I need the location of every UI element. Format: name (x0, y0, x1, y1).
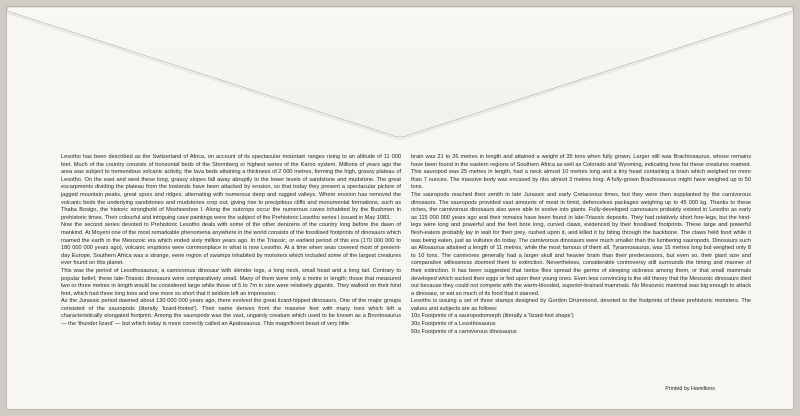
paragraph: This was the period of Lesothosaurus, a carnivorous dinosaur with slender legs, a long neck, small head and a long tail. Contrary to popular belief, these late-Triassic dinosaurs were comparatively small. Many of them were only a metre in length; those that measured two or three metres in length would be considered large while those of 5 to 7m in size were relatively gigantic. They walked on their hind feet, which had three long toes and one more so short that it seldom left an impression. (61, 267, 401, 297)
stamp-value-item: 50s Footprints of a carnivorous dinosaurus (411, 328, 517, 335)
body-text (61, 154, 751, 336)
paragraph: As the Jurassic period dawned about 130 000 000 years ago, there evolved the great lizard-hipped dinosaurs. One of the major groups consisted of the sauropods (literally 'lizard-footed'). Their name derives from the massive feet with many toes which left a characteristically elongated footprint. Among the sauropods was the vast, ungainly creature which used to be known as a Brontosaurus — the 'thunder lizard' — but which today is more correctly called an Apatosaurus. This magnificent beast of very little (61, 298, 401, 328)
envelope-back (6, 6, 794, 410)
paragraph: Lesotho is issuing a set of three stamps designed by Gordon Drummond, devoted to the footprints of these prehistoric monsters. The values and subjects are as follows: (411, 298, 751, 312)
envelope-flap (7, 7, 793, 147)
paragraph: Now the second series devoted to Prehistoric Lesotho deals with some of the other denizens of the country long before the dawn of mankind. At Moyeni one of the most remarkable phenomena anywhere in the world consists of the fossilised footprints of dinosaurs which roamed the earth in the Mesozoic era which ended sixty million years ago. In the Triassic, or earliest period of this era (170 000 000 to 180 000 000 years ago), volcanic eruptions were commonplace in what is now Lesotho. At a time when seas covered most of present-day Europe, Southern Africa was a strange, eerie region of swamps inhabited by monsters which included some of the largest creatures ever found on this planet. (61, 222, 401, 267)
left-column (61, 154, 401, 336)
paragraph: Lesotho has been described as the Switzerland of Africa, on account of its spectacular mountain ranges rising to an altitude of 11 000 feet. Much of the country consists of horizontal beds of the Stormberg or highest series of the Karoo system. Millions of years ago the area was subject to tremendous volcanic activity, the lava beds attaining a thickness of 2 000 metres, forming the high, grassy plateau of Lesotho. On the east and west these long, grassy slopes fall away abruptly to the lower levels of sandstone and mudstone. The great escarpments dividing the plateau from the lowlands have been attacked by erosion, so that today they present a spectacular picture of jagged mountain peaks, great spurs and ridges, alternating with numerous deep and rugged valleys. Where erosion has removed the volcanic beds the underlying sandstones and mudstones crop out, giving rise to precipitous cliffs and monumental formations, such as Thaba Bosigo, the historic stronghold of Moshoeshoe I. Along the outcrops occur the numerous caves inhabited by the Bushmen in prehistoric times. Their colourful and intriguing cave paintings were the subject of the Prehistoric Lesotho series I issued in May 1983. (61, 154, 401, 221)
paragraph: The sauropods reached their zenith in late Jurassic and early Cretaceous times, but they were then supplanted by the carnivorous dinosaurs. The sauropods provided vast amounts of meat in timid, defenceless packages weighing up to 45 000 kg. Thanks to these riches, the carnivorous dinosaurs also were able to evolve into giants. Fully-developed carnosaurs probably existed in Lesotho as early as 115 000 000 years ago and their remains have been found in late-Triassic deposits. They had relatively short fore-legs, but the hind-legs were long and powerful and the feet bore long, curved claws, evidenced by their fossilised footprints. These large and powerful flesh-eaters probably lay in wait for their prey, rushed upon it, and killed it by biting through the backbone. The claws held food while it was being eaten, just as vultures do today. The carnivorous dinosaurs were much smaller than the lumbering sauropods. Dinosaurs such as Allosaurus attained a length of 11 metres, while the most famous of them all, Tyrannosaurus, was 15 metres long but weighed only 8 to 10 tons. The carnivores generally had a larger skull and heavier brain than their predecessors, but even so, their giant size and comparative willessness doomed them to extinction. Nevertheless, considerable controversy still surrounds the timing and manner of their extinction. It has been suggested that tsetse flies spread the germs of sleeping sickness among them, or that small mammals developed which sucked their eggs or fed upon their young ones. Even less convincing is the old theory that the Mesozoic dinosaurs died out because they could not compete with the warm-blooded, superior-brained mammals. No Mesozoic mammal was big enough to attack a dinosaur, or eat so much of its food that it starved. (411, 191, 751, 297)
right-column (411, 154, 751, 336)
printer-credit: Printed by Hamiltons (665, 386, 715, 392)
paragraph: brain was 21 to 26 metres in length and attained a weight of 35 tons when fully grown. Larger still was Brachiosaurus, whose remains have been found in the eastern regions of Southern Africa as well as Colorado and Wyoming, indicating how far these creatures roamed. This sauropod was 25 metres in length, had a neck almost 10 metres long and a tiny head containing a brain which weighed no more than 7 ounces. The massive body was encased by ribs almost 3 metres long. A fully-grown Brachiosaurus might have weighed up to 50 tons. (411, 154, 751, 191)
stamp-values-list (411, 313, 751, 336)
stamp-value-item: 10s Footprints of a sauropodomorph (literally a 'lizard-foot shape') (411, 313, 574, 320)
stamp-value-item: 30s Footprints of a Lesothosaurus (411, 321, 496, 328)
